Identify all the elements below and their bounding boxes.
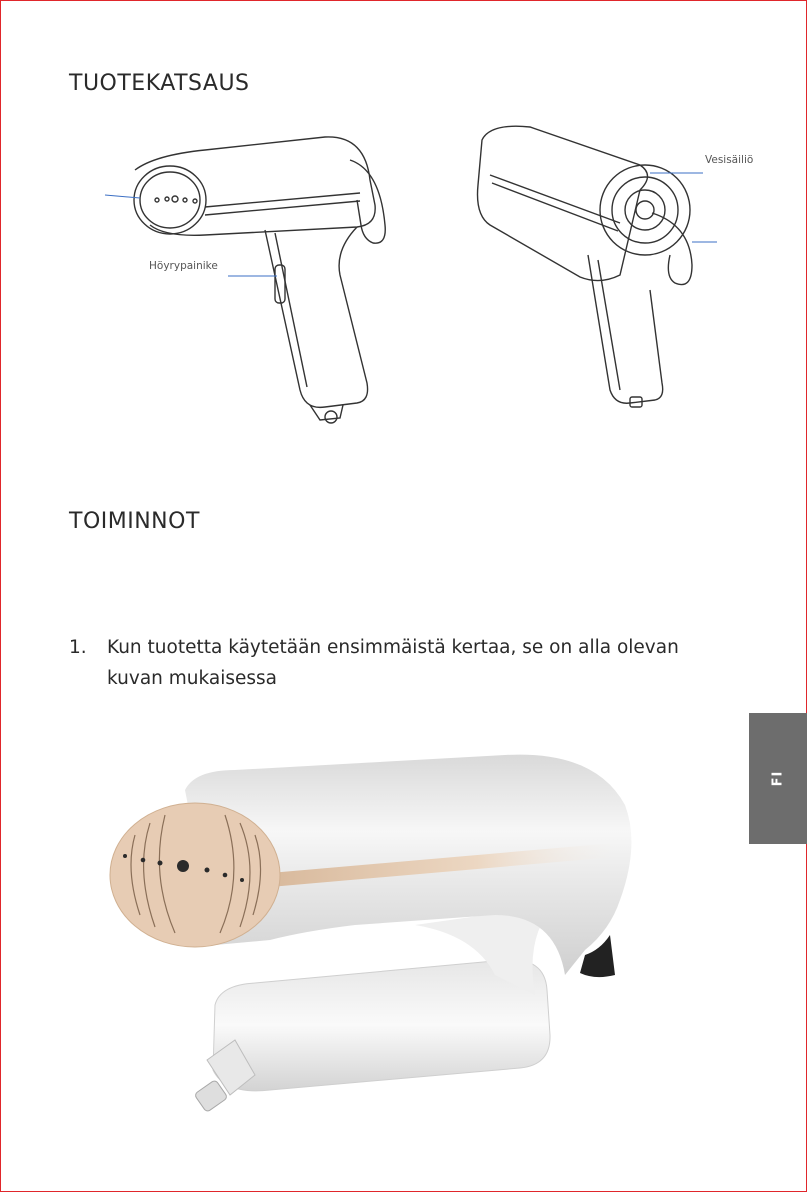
steamer-product-image xyxy=(95,735,670,1160)
step-number: 1. xyxy=(69,637,87,658)
steamer-left-diagram xyxy=(95,125,405,430)
language-tab xyxy=(749,713,807,844)
section-title-functions: TOIMINNOT xyxy=(69,509,200,534)
steamer-right-diagram xyxy=(470,115,730,420)
section-title-overview: TUOTEKATSAUS xyxy=(69,71,250,96)
language-code: FI xyxy=(770,770,786,787)
step-text: Kun tuotetta käytetään ensimmäistä kertaa, se on alla olevan kuvan mukaisessa xyxy=(107,637,679,689)
label-steam-button: Höyrypainike xyxy=(149,260,218,272)
step-item xyxy=(69,632,729,694)
label-water-tank: Vesisäiliö xyxy=(705,154,754,166)
